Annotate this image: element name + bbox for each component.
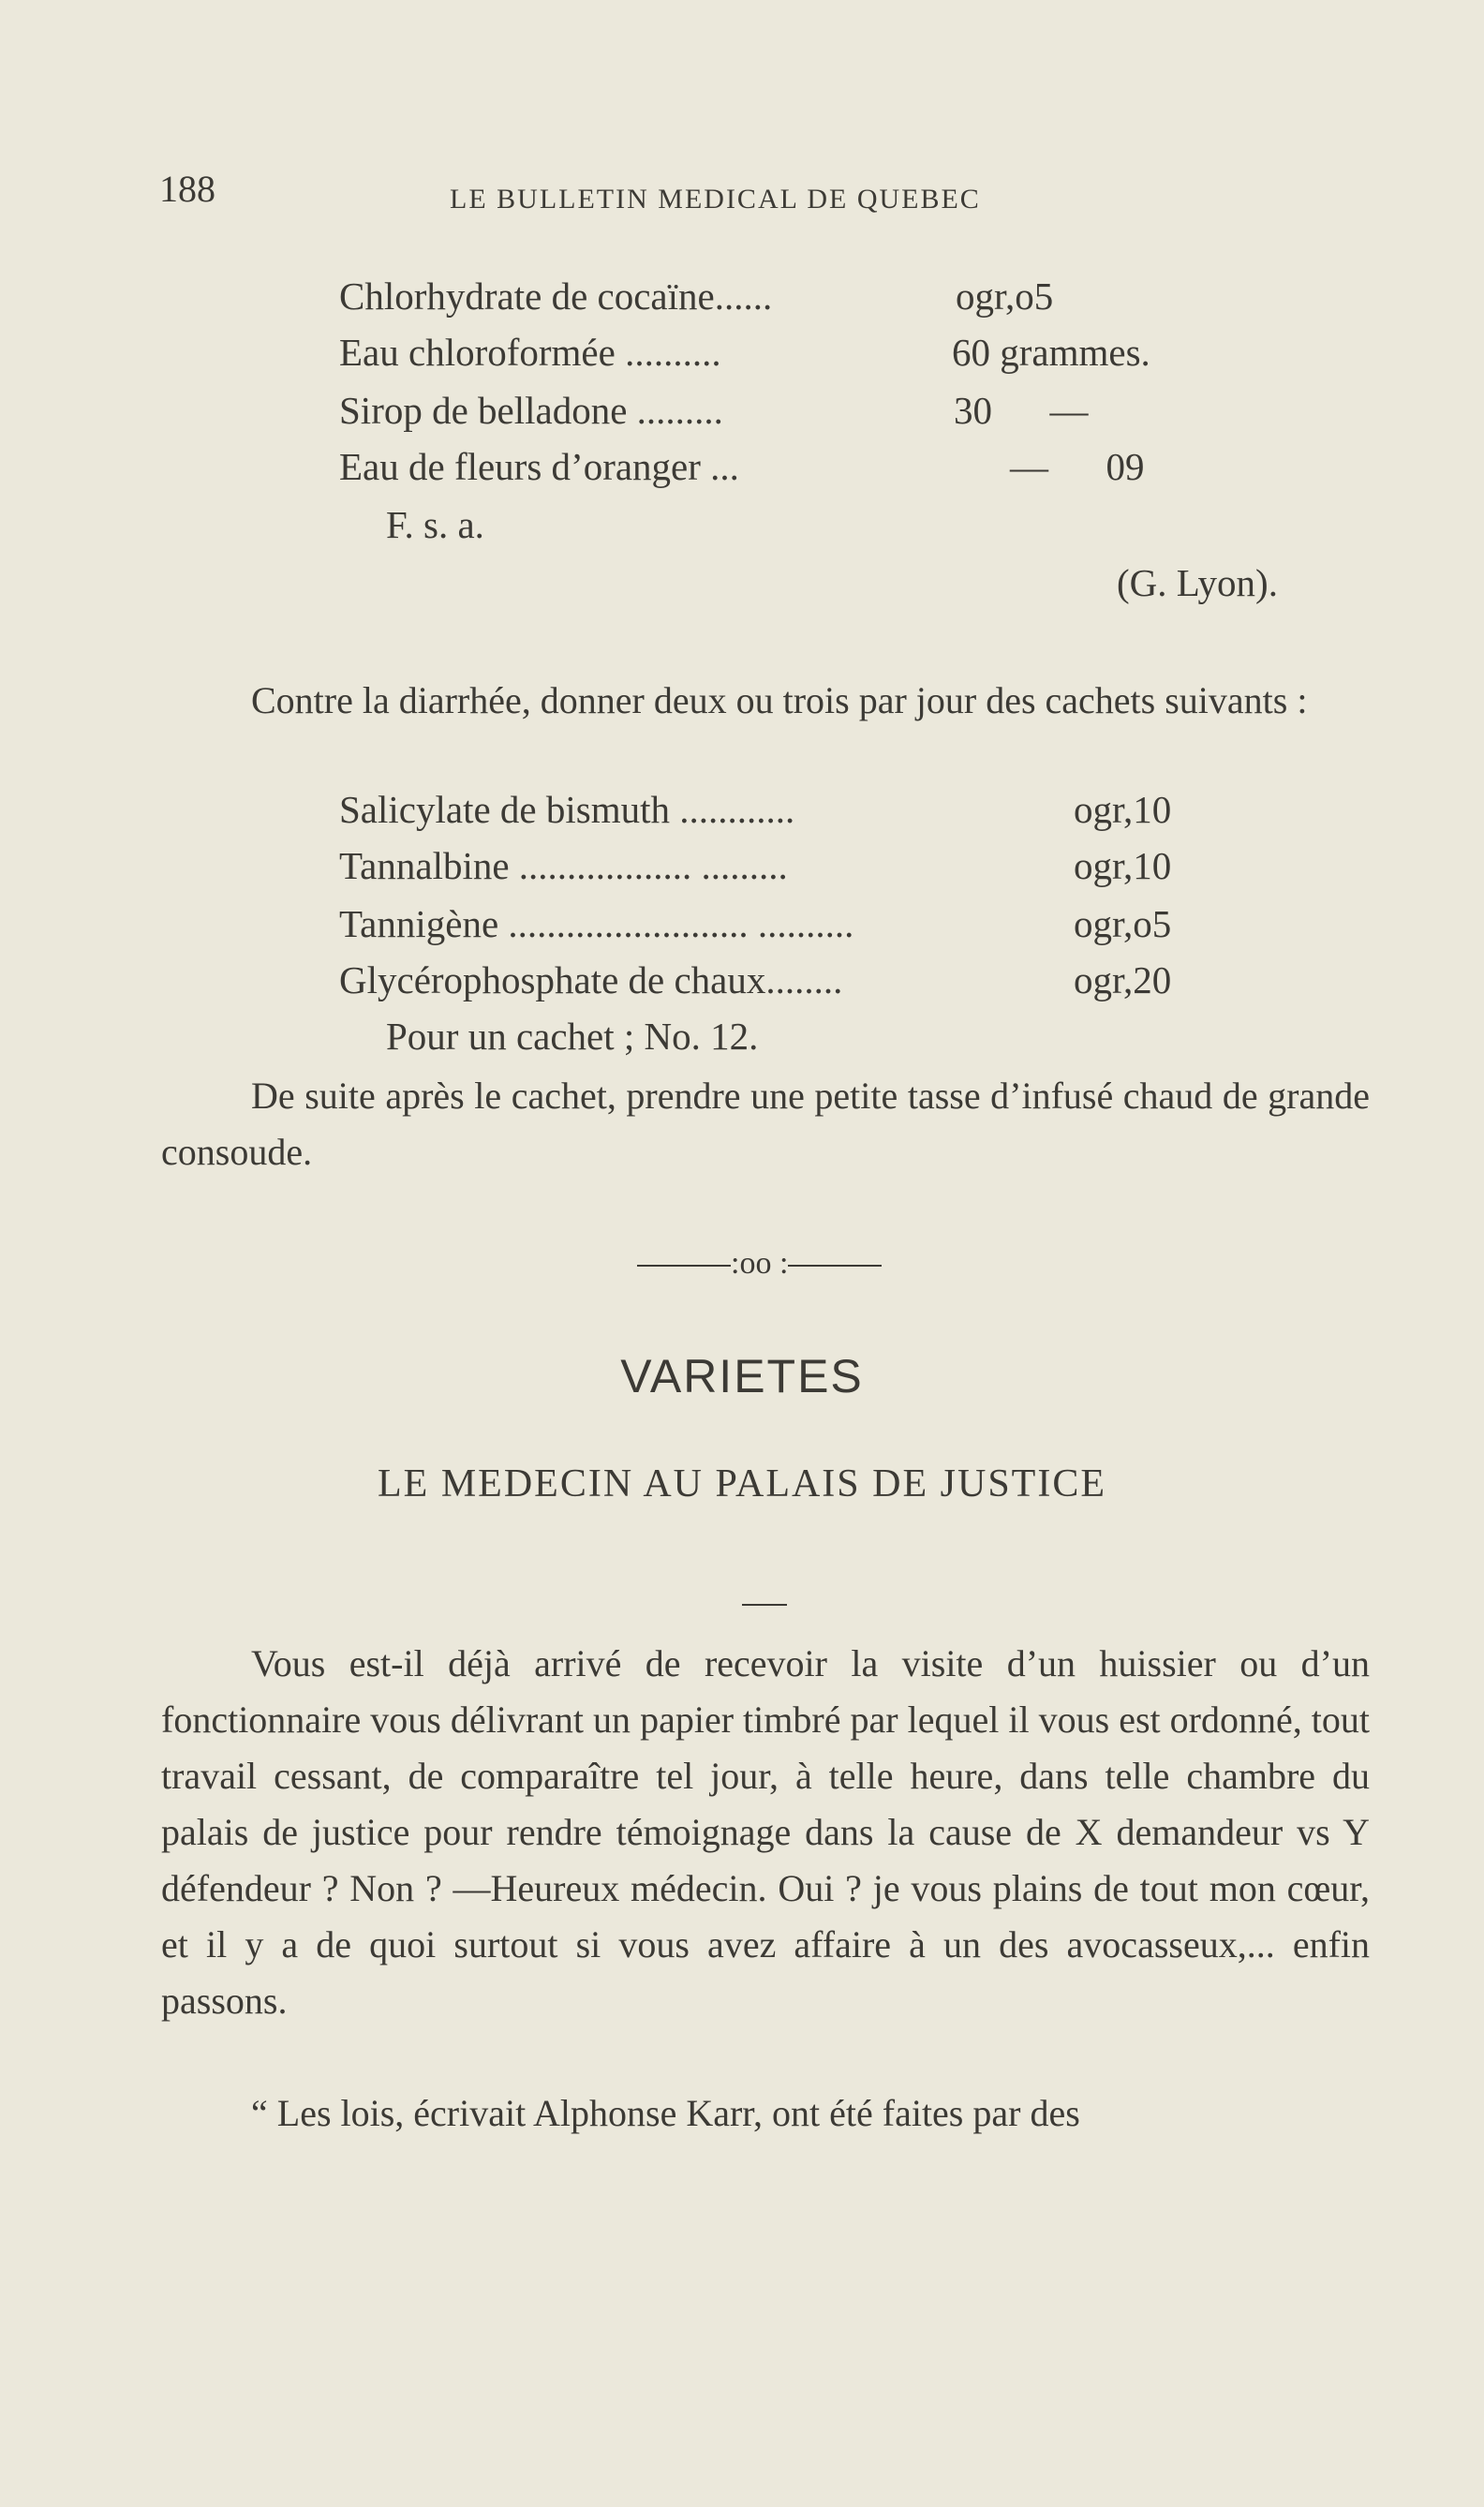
- formula2-item-qty: ogr,10: [1074, 844, 1172, 887]
- formula1-item-qty: — 09: [1010, 445, 1145, 488]
- separator-text: :oo :: [731, 1246, 789, 1281]
- formula2-item-name: Tannigène ......................... ..........: [339, 902, 854, 945]
- formula2-item-name: Salicylate de bismuth ............: [339, 788, 795, 831]
- after-note-paragraph: De suite après le cachet, prendre une petite tasse d’infusé chaud de grande consoude.: [161, 1075, 1370, 1173]
- formula2-note: Pour un cachet ; No. 12.: [386, 1015, 759, 1058]
- page-number: 188: [159, 168, 215, 210]
- article-title: LE MEDECIN AU PALAIS DE JUSTICE: [378, 1462, 1106, 1506]
- running-header: LE BULLETIN MEDICAL DE QUEBEC: [450, 184, 981, 215]
- formula1-source: (G. Lyon).: [1117, 561, 1278, 604]
- formula1-item-name: Eau chloroformée ..........: [339, 331, 721, 374]
- article-paragraph: “ Les lois, écrivait Alphonse Karr, ont été faites par des: [251, 2092, 1080, 2134]
- formula2-item-qty: ogr,20: [1074, 958, 1172, 1001]
- formula2-item-qty: ogr,10: [1074, 788, 1172, 831]
- formula1-fsa: F. s. a.: [386, 503, 484, 546]
- formula1-item-qty: 60 grammes.: [952, 331, 1150, 374]
- separator-rule: [788, 1265, 882, 1267]
- section-separator: [637, 1246, 882, 1282]
- article-paragraph: Vous est-il déjà arrivé de recevoir la visite d’un huissier ou d’un fonctionnaire vous délivrant un papier timbré par lequel il vous est ordonné, tout travail cessant, de comparaître tel jour, à telle heure, dans telle chambre du palais de justice pour rendre témoignage dans la cause de X demandeur vs Y défendeur ? Non ? —Heureux médecin. Oui ? je vous plains de tout mon cœur, et il y a de quoi surtout si vous avez affaire à un des avocasseux,... enfin passons.: [161, 1642, 1370, 2022]
- formula1-item-name: Eau de fleurs d’oranger ...: [339, 445, 739, 488]
- formula1-item-name: Sirop de belladone .........: [339, 389, 723, 432]
- separator-rule: [637, 1265, 731, 1267]
- formula1-item-qty: 30 —: [954, 389, 1089, 432]
- formula2-item-name: Tannalbine .................. .........: [339, 844, 788, 887]
- formula2-item-name: Glycérophosphate de chaux........: [339, 958, 843, 1001]
- title-dash: [742, 1604, 787, 1606]
- intro-paragraph: Contre la diarrhée, donner deux ou trois par jour des cachets suivants :: [251, 679, 1308, 721]
- formula2-item-qty: ogr,o5: [1074, 902, 1172, 945]
- section-title: VARIETES: [620, 1350, 864, 1402]
- formula1-item-qty: ogr,o5: [956, 274, 1054, 318]
- formula1-item-name: Chlorhydrate de cocaïne......: [339, 274, 773, 318]
